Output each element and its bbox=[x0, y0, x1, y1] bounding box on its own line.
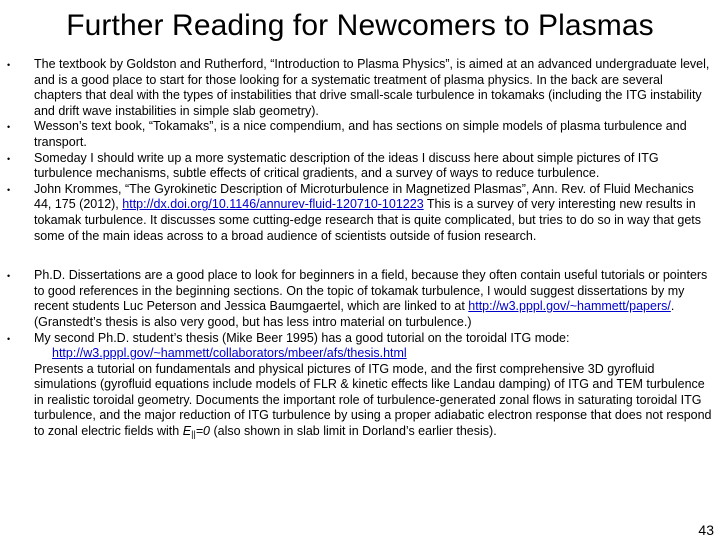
bullet-text: Presents a tutorial on fundamentals and physical pictures of ITG mode, and the first comprehensive 3D gyrofluid simulations (gyrofluid equations include models of FLR & kinetic effects like Landau damping) of ITG and TEM turbulence in realistic toroidal geometry. Documents the important role of turbulence-generated zonal flows in saturating toroidal ITG turbulence, and the major reduction of ITG turbulence by using a proper adiabatic electron response that does not respond to zonal electric fields with bbox=[34, 361, 712, 439]
bullet-dot: • bbox=[7, 60, 11, 70]
bullet-someday bbox=[0, 151, 720, 182]
bullet-text: Ph.D. Dissertations are a good place to look for beginners in a field, because they often contain useful tutorials or pointers to good references in the beginning sections. On the topic of tokamak turbulence, I would suggest dissertations by my recent students Luc Peterson and Jessica Baumgaertel, which are linked to at bbox=[34, 268, 708, 314]
beer-thesis-link[interactable]: http://w3.pppl.gov/~hammett/collaborators/mbeer/afs/thesis.html bbox=[52, 346, 407, 361]
bullet-text: The textbook by Goldston and Rutherford, “Introduction to Plasma Physics”, is aimed at an advanced undergraduate level, and is a good place to start for those looking for a systematic treatment of plasma physics. In the back are several chapters that deal with the types of instabilities that drive small-scale turbulence in tokamaks (including the ITG instability and drift wave instabilities in simple slab geometry). bbox=[34, 57, 710, 118]
bullet-text: My second Ph.D. student’s thesis (Mike Beer 1995) has a good tutorial on the toroidal ITG mode: bbox=[34, 330, 570, 345]
slide-title: Further Reading for Newcomers to Plasmas bbox=[66, 9, 654, 42]
bullet-beer-thesis bbox=[0, 331, 720, 443]
bullet-text: This is a survey of very interesting new results in tokamak turbulence. It discusses some cutting-edge research that is quite complicated, but tries to do so in way that gets some of the main ideas across to a broad audience of scientists outside of fusion research. bbox=[34, 197, 702, 243]
link-line bbox=[34, 346, 712, 362]
bullet-dot: • bbox=[7, 333, 11, 344]
bullet-spacer bbox=[0, 244, 720, 268]
bullet-text: John Krommes, “The Gyrokinetic Description of Microturbulence in Magnetized Plasmas”, Ann. Rev. of Fluid Mechanics 44, 175 (2012), bbox=[34, 181, 694, 212]
math-e-parallel: $E_{||}=0$ bbox=[182, 424, 210, 440]
bullet-text: . (Granstedt’s thesis is also very good, but has less intro material on turbulence.) bbox=[34, 299, 675, 329]
bullet-text: Wesson’s text book, “Tokamaks”, is a nice compendium, and has sections on simple models of plasma turbulence and transport. bbox=[34, 119, 687, 149]
krommes-doi-link[interactable]: http://dx.doi.org/10.1146/annurev-fluid-120710-101223 bbox=[122, 197, 424, 212]
bullet-list bbox=[0, 57, 720, 443]
bullet-text: (also shown in slab limit in Dorland’s earlier thesis). bbox=[209, 424, 497, 439]
bullet-goldston-rutherford bbox=[0, 57, 720, 119]
bullet-dot: • bbox=[7, 153, 11, 164]
bullet-dot: • bbox=[7, 271, 11, 282]
page-number: 43 bbox=[698, 522, 714, 538]
bullet-krommes bbox=[0, 182, 720, 244]
bullet-text: Someday I should write up a more systematic description of the ideas I discuss here about simple pictures of ITG turbulence mechanisms, subtle effects of critical gradients, and a survey of ways to reduce turbulence. bbox=[34, 150, 659, 181]
bullet-dot: • bbox=[7, 184, 11, 195]
bullet-dot: • bbox=[7, 122, 11, 133]
bullet-wesson bbox=[0, 119, 720, 150]
hammett-papers-link[interactable]: http://w3.pppl.gov/~hammett/papers/ bbox=[468, 299, 671, 314]
bullet-dissertations bbox=[0, 268, 720, 330]
